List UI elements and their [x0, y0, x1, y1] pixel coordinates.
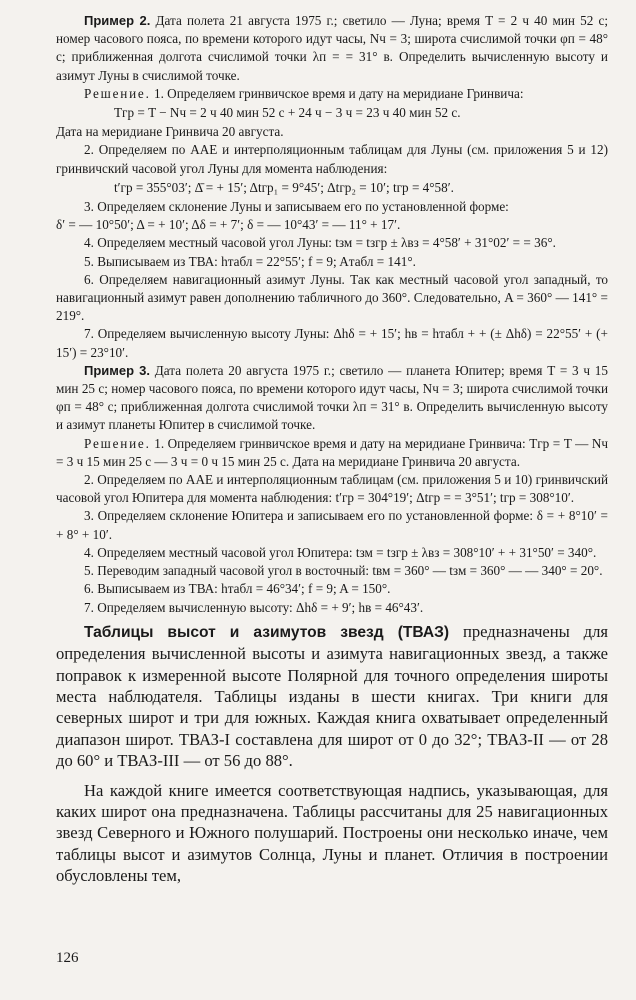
example-3-step-4: 4. Определяем местный часовой угол Юпитера: tзм = tзгр ± λвз = 308°10′ + + 31°50′ = 340°. — [84, 544, 597, 560]
example-2-step-7: 7. Определяем вычисленную высоту Луны: Δhδ = + 15′; hв = hтабл + + (± Δhδ) = 22°55′ + (+ 15′) = 23°10′. — [56, 326, 608, 360]
example-3-step-2: 2. Определяем по ААЕ и интерполяционным таблицам (см. приложения 5 и 10) гринвичский часовой угол Юпитера для момента наблюдения: t′гр = 304°19′; Δtгр = = 3°51′; tгр = 308°10′. — [56, 472, 608, 506]
formula-declination: δ′ = — 10°50′; Δ = + 10′; Δδ = + 7′; δ = — 10°43′ = — 11° + 17′. — [56, 217, 401, 233]
example-3-step-7: 7. Определяем вычисленную высоту: Δhδ = + 9′; hв = 46°43′. — [84, 599, 424, 615]
example-2-intro: Пример 2. Дата полета 21 августа 1975 г.; светило — Луна; время T = 2 ч 40 мин 52 с; номер часового пояса, по времени которого идут часы, Nч = 3; широта счислимой точки φп = 48° с; приближенная долгота счислимой точки λп = = 31° в. Определить вычисленную высоту и азимут Луны в счислимой точке. — [56, 13, 608, 83]
example-3-step-6: 6. Выписываем из ТВА: hтабл = 46°34′; f = 9; A = 150°. — [84, 581, 391, 597]
example-3 — [56, 362, 608, 617]
tvaz-paragraph-1: Таблицы высот и азимутов звезд (ТВАЗ) предназначены для определения вычисленной высоты и азимута навигационных звезд, а также поправок к измеренной высоте Полярной для точного определения широты места наблюдателя. Таблицы изданы в шести книгах. Три книги для северных широт и три для южных. Каждая книга охватывает определенный диапазон широт. ТВАЗ-I составлена для широт от 0 до 32°; ТВАЗ-II — от 28 до 60° и ТВАЗ-III — от 56 до 88°. — [56, 621, 608, 771]
tvaz-section — [56, 621, 608, 887]
example-3-step-3: 3. Определяем склонение Юпитера и записываем его по установленной форме: δ = + 8°10′ = + 8° + 10′. — [56, 508, 608, 542]
example-3-step-1: Решение. 1. Определяем гринвичское время и дату на меридиане Гринвича: Tгр = T — Nч = 3 ч 15 мин 25 с — 3 ч = 0 ч 15 мин 25 с. Дата на меридиане Гринвича 20 августа. — [56, 435, 609, 469]
example-2-step-2: 2. Определяем по ААЕ и интерполяционным таблицам для Луны (см. приложения 5 и 12) гринвичский часовой угол Луны для момента наблюдения: — [56, 142, 608, 176]
tvaz-paragraph-2: На каждой книге имеется соответствующая надпись, указывающая, для каких широт она предназначена. Таблицы рассчитаны для 25 навигационных звезд Северного и Южного полушарий. Построены они несколько иначе, чем таблицы высот и азимутов Солнца, Луны и планет. Отличия в построении обусловлены тем, — [56, 780, 608, 886]
tvaz-heading: Таблицы высот и азимутов звезд (ТВАЗ) — [84, 623, 450, 641]
example-2-step-4: 4. Определяем местный часовой угол Луны: tзм = tзгр ± λвз = 4°58′ + 31°02′ = = 36°. — [84, 235, 556, 251]
example-3-title: Пример 3. — [84, 362, 150, 378]
solution-label: Решение. — [84, 435, 151, 451]
example-2-step-1: Решение. 1. Определяем гринвичское время и дату на меридиане Гринвича: — [84, 85, 524, 101]
example-3-step-5: 5. Переводим западный часовой угол в восточный: tвм = 360° — tзм = 360° — — 340° = 20°. — [84, 563, 603, 579]
example-2-title: Пример 2. — [84, 13, 151, 28]
example-2-step-5: 5. Выписываем из ТВА: hтабл = 22°55′; f = 9; Aтабл = 141°. — [84, 253, 416, 269]
example-2-step-6: 6. Определяем навигационный азимут Луны. Так как местный часовой угол западный, то навигационный азимут равен дополнению табличного до 360°. Следовательно, A = 360° — 141° = 219°. — [56, 271, 608, 324]
page-number: 126 — [56, 950, 79, 966]
solution-label: Решение. — [84, 85, 151, 101]
example-2-step-3: 3. Определяем склонение Луны и записываем его по установленной форме: — [84, 199, 509, 215]
greenwich-date: Дата на меридиане Гринвича 20 августа. — [56, 124, 284, 140]
example-3-intro: Пример 3. Дата полета 20 августа 1975 г.; светило — планета Юпитер; время T = 3 ч 15 мин 25 с; номер часового пояса, по времени которого идут часы, Nч = 3; широта счислимой точки φп = 48° с; приближенная долгота счислимой точки λп = 31° в. Определить вычисленную высоту и азимут планеты Юпитер в счислимой точке. — [56, 362, 608, 433]
example-2 — [56, 12, 608, 362]
formula-greenwich-time: Tгр = T − Nч = 2 ч 40 мин 52 с + 24 ч − 3 ч = 23 ч 40 мин 52 с. — [114, 105, 461, 121]
formula-hour-angle: t′гр = 355°03′; Δ̄ = + 15′; Δtгр₁ = 9°45′; Δtгр₂ = 10′; tгр = 4°58′. — [114, 179, 454, 195]
